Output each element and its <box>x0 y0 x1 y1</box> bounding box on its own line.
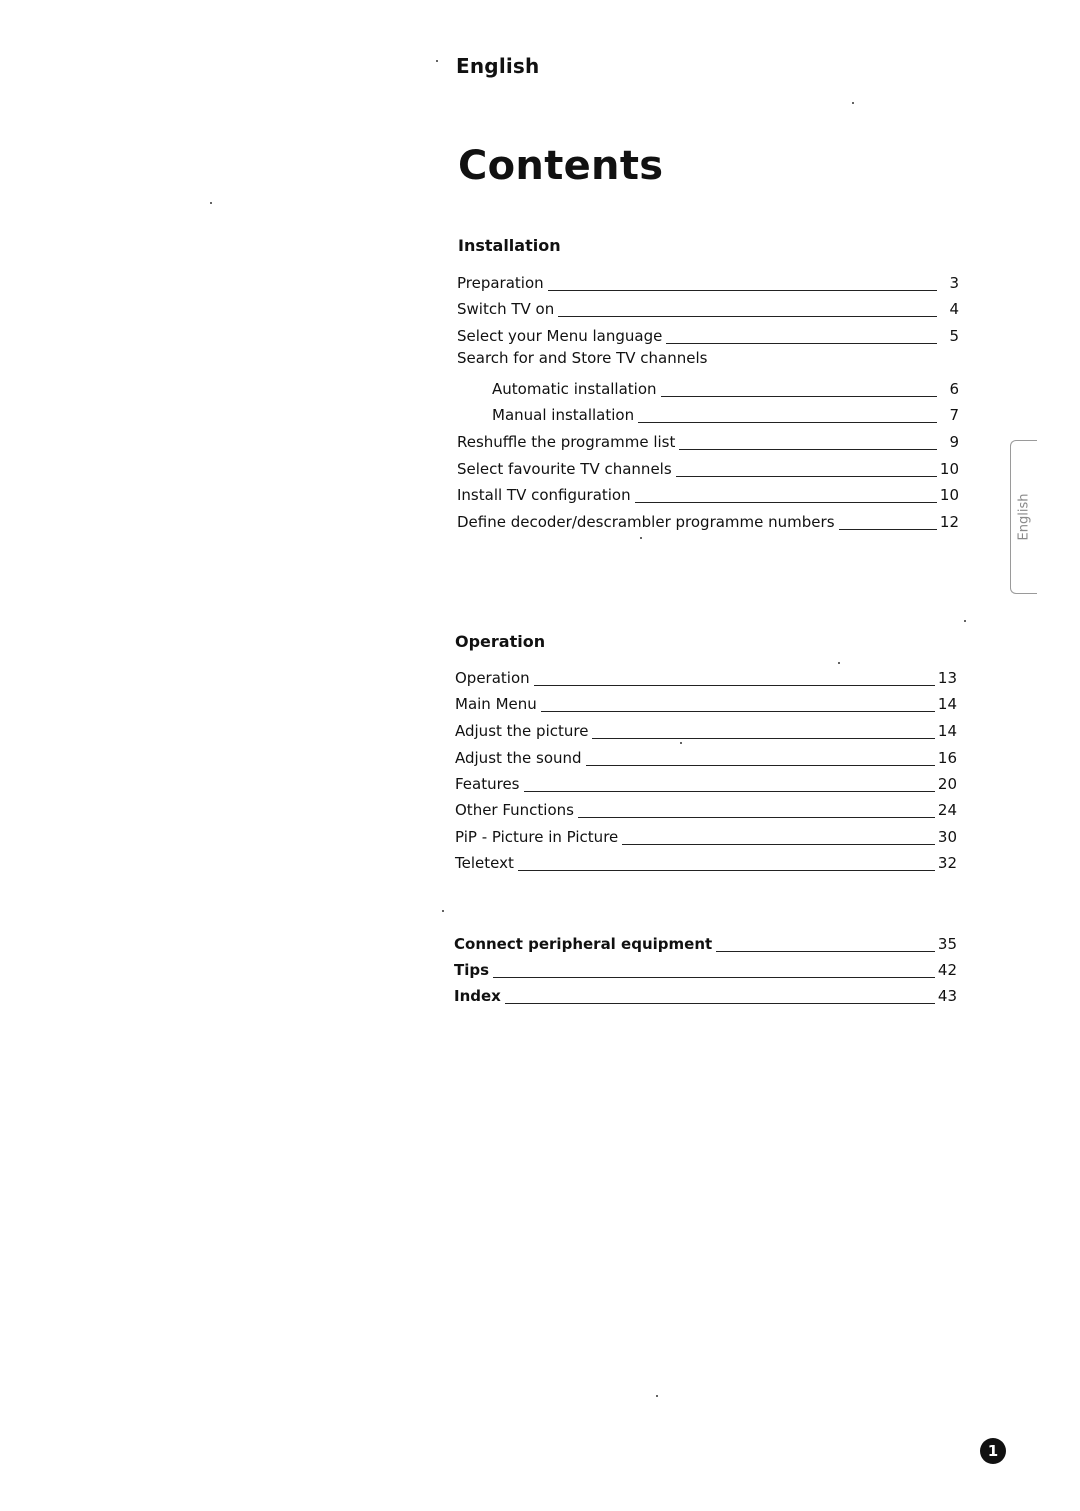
scan-speck <box>640 537 642 539</box>
toc-entry-label: Adjust the sound <box>455 749 582 767</box>
leader-line <box>534 684 935 686</box>
toc-entry-label: Switch TV on <box>457 300 555 318</box>
toc-entry-page: 35 <box>937 935 957 953</box>
scan-speck <box>838 662 840 664</box>
leader-line <box>493 976 935 978</box>
toc-entry-automatic-installation[interactable] <box>492 374 959 398</box>
toc-entry-reshuffle[interactable] <box>457 427 959 451</box>
toc-entry-label: Connect peripheral equipment <box>454 935 713 953</box>
language-side-tab <box>1010 440 1037 594</box>
toc-entry-label: Tips <box>454 961 490 979</box>
toc-entry-page: 10 <box>939 486 959 504</box>
toc-entry-label: Select your Menu language <box>457 327 663 345</box>
page-title: Contents <box>458 143 664 189</box>
toc-entry-label: Manual installation <box>492 406 635 424</box>
toc-entry-page: 7 <box>949 406 959 424</box>
toc-entry-page: 42 <box>937 961 957 979</box>
toc-entry-label: Operation <box>455 669 530 687</box>
leader-line <box>666 342 937 344</box>
leader-line <box>635 501 937 503</box>
toc-entry-label: Teletext <box>455 854 514 872</box>
toc-entry-page: 20 <box>937 775 957 793</box>
leader-line <box>676 475 937 477</box>
toc-entry-page: 24 <box>937 801 957 819</box>
toc-entry-other-functions[interactable] <box>455 795 957 819</box>
toc-entry-page: 32 <box>937 854 957 872</box>
page-number-badge: 1 <box>980 1438 1006 1464</box>
installation-heading: Installation <box>458 236 561 255</box>
operation-heading: Operation <box>455 632 546 651</box>
scan-speck <box>964 620 966 622</box>
leader-line <box>558 315 937 317</box>
leader-line <box>679 448 937 450</box>
leader-line <box>839 528 937 530</box>
toc-entry-label: Install TV configuration <box>457 486 631 504</box>
leader-line <box>622 843 935 845</box>
toc-entry-adjust-picture[interactable] <box>455 716 957 740</box>
toc-entry-connect-peripheral[interactable] <box>454 929 957 953</box>
leader-line <box>524 790 936 792</box>
scan-speck <box>442 910 444 912</box>
toc-entry-page: 16 <box>937 749 957 767</box>
toc-entry-label: Define decoder/descrambler programme numbers <box>457 513 835 531</box>
toc-entry-teletext[interactable] <box>455 848 957 872</box>
toc-entry-menu-language[interactable] <box>457 321 959 345</box>
toc-entry-page: 30 <box>937 828 957 846</box>
toc-entry-page: 9 <box>949 433 959 451</box>
toc-entry-adjust-sound[interactable] <box>455 743 957 767</box>
toc-entry-label: Features <box>455 775 520 793</box>
toc-entry-label: Select favourite TV channels <box>457 460 672 478</box>
leader-line <box>541 710 935 712</box>
language-label: English <box>456 54 540 78</box>
leader-line <box>661 395 937 397</box>
scan-speck <box>656 1395 658 1397</box>
toc-entry-operation[interactable] <box>455 663 957 687</box>
toc-entry-label: Automatic installation <box>492 380 657 398</box>
toc-entry-favourite-channels[interactable] <box>457 454 959 478</box>
leader-line <box>518 869 935 871</box>
toc-entry-index[interactable] <box>454 981 957 1005</box>
toc-entry-page: 14 <box>937 722 957 740</box>
toc-entry-page: 6 <box>949 380 959 398</box>
toc-entry-label: Index <box>454 987 501 1005</box>
scan-speck <box>852 102 854 104</box>
toc-entry-decoder-numbers[interactable] <box>457 507 959 531</box>
toc-entry-page: 10 <box>939 460 959 478</box>
toc-entry-main-menu[interactable] <box>455 689 957 713</box>
leader-line <box>578 816 935 818</box>
toc-entry-label: Adjust the picture <box>455 722 589 740</box>
toc-entry-label: Reshuffle the programme list <box>457 433 676 451</box>
leader-line <box>638 421 937 423</box>
toc-entry-preparation[interactable] <box>457 268 959 292</box>
toc-entry-label: Other Functions <box>455 801 574 819</box>
toc-entry-page: 13 <box>937 669 957 687</box>
toc-entry-label: PiP - Picture in Picture <box>455 828 619 846</box>
toc-entry-page: 3 <box>949 274 959 292</box>
toc-entry-pip[interactable] <box>455 822 957 846</box>
scan-speck <box>436 60 438 62</box>
scan-speck <box>680 742 682 744</box>
leader-line <box>548 289 937 291</box>
leader-line <box>505 1002 935 1004</box>
toc-entry-label: Main Menu <box>455 695 537 713</box>
leader-line <box>716 950 935 952</box>
toc-entry-label: Preparation <box>457 274 544 292</box>
toc-entry-tips[interactable] <box>454 955 957 979</box>
leader-line <box>592 737 935 739</box>
leader-line <box>586 764 935 766</box>
toc-entry-tv-configuration[interactable] <box>457 480 959 504</box>
toc-entry-page: 12 <box>939 513 959 531</box>
scan-speck <box>210 202 212 204</box>
toc-subheading-search-store: Search for and Store TV channels <box>457 349 708 367</box>
toc-entry-page: 43 <box>937 987 957 1005</box>
toc-entry-page: 4 <box>949 300 959 318</box>
toc-entry-page: 5 <box>949 327 959 345</box>
side-tab-label: English <box>1016 493 1032 541</box>
toc-entry-features[interactable] <box>455 769 957 793</box>
toc-entry-switch-tv-on[interactable] <box>457 294 959 318</box>
toc-entry-manual-installation[interactable] <box>492 400 959 424</box>
toc-entry-page: 14 <box>937 695 957 713</box>
